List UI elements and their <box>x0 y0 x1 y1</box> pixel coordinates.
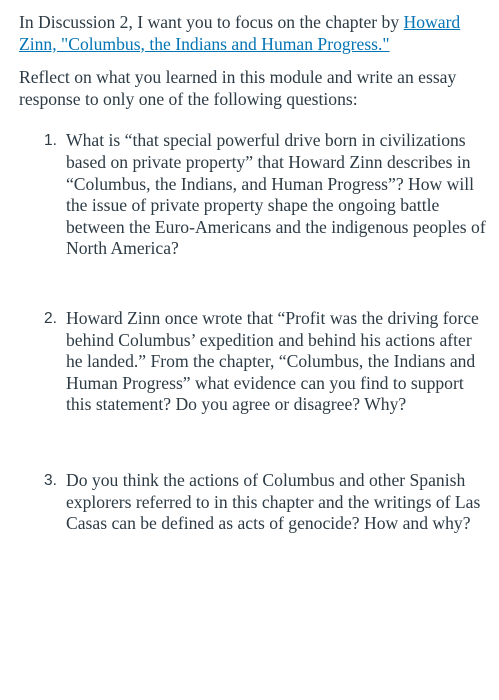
question-number: 1. <box>44 132 57 150</box>
chapter-link[interactable]: Howard Zinn, "Columbus, the Indians and Human Progress." <box>19 12 461 54</box>
question-number: 3. <box>44 471 57 489</box>
question-list <box>19 130 491 534</box>
question-item <box>19 470 491 535</box>
intro-paragraph <box>19 12 491 55</box>
intro-text: In Discussion 2, I want you to focus on the chapter by <box>19 12 404 32</box>
reflect-paragraph: Reflect on what you learned in this module and write an essay response to only one of the following questions: <box>19 67 457 109</box>
question-text: Do you think the actions of Columbus and other Spanish explorers referred to in this chapter and the writings of Las Casas can be defined as acts of genocide? How and why? <box>66 469 481 534</box>
question-text: What is “that special powerful drive born in civilizations based on private property” that Howard Zinn describes in “Columbus, the Indians, and Human Progress”? How will the issue of private property shape the ongoing battle between the Euro-Americans and the indigenous peoples of North America? <box>66 130 486 259</box>
question-number: 2. <box>44 309 57 327</box>
question-text: Howard Zinn once wrote that “Profit was the driving force behind Columbus’ expedition and behind his actions after he landed.” From the chapter, “Columbus, the Indians and Human Progress” what evidence can you find to support this statement? Do you agree or disagree? Why? <box>66 307 479 415</box>
question-item <box>19 130 491 260</box>
discussion-content <box>19 12 491 535</box>
question-item <box>19 308 491 416</box>
